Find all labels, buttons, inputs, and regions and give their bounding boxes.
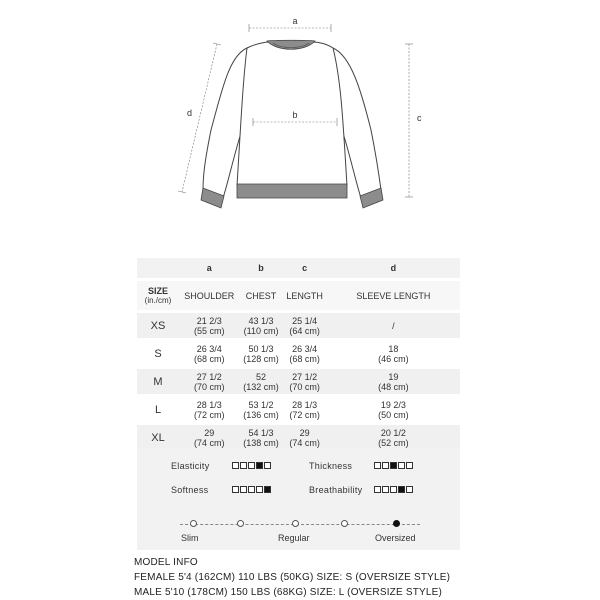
- measurement-cm: (64 cm): [289, 325, 320, 336]
- label-b: b: [292, 110, 298, 120]
- fit-dot: [292, 520, 299, 527]
- rating-box: [382, 462, 389, 469]
- measurement-cm: (50 cm): [378, 409, 409, 420]
- breathability-rating: [374, 486, 413, 493]
- measurement-cell: [240, 425, 283, 450]
- measurement-cell: [179, 341, 240, 366]
- measurement-cell: [283, 341, 327, 366]
- rating-box: [264, 462, 271, 469]
- measurement-inches: 18: [388, 343, 399, 354]
- rating-box: [256, 462, 263, 469]
- size-cell: L: [137, 397, 179, 422]
- table-header-row: [137, 281, 460, 310]
- measurement-cell: [283, 425, 327, 450]
- measurement-inches: /: [392, 320, 395, 331]
- model-info-male: MALE 5'10 (178CM) 150 LBS (68KG) SIZE: L (OVERSIZE STYLE): [134, 587, 443, 598]
- measurement-cm: (68 cm): [194, 353, 225, 364]
- column-letter: c: [283, 258, 327, 278]
- size-cell: M: [137, 369, 179, 394]
- size-cell: XS: [137, 313, 179, 338]
- measurement-cell: [179, 397, 240, 422]
- fit-dot: [341, 520, 348, 527]
- rating-box: [240, 462, 247, 469]
- table-row: [137, 341, 460, 366]
- measurement-cell: [283, 313, 327, 338]
- measurement-inches: 19 2/3: [380, 399, 406, 410]
- breathability-label: Breathability: [309, 485, 363, 495]
- elasticity-rating: [232, 462, 271, 469]
- size-label: SIZE: [147, 285, 168, 296]
- measurement-inches: 29: [204, 427, 215, 438]
- rating-box: [390, 462, 397, 469]
- measurement-inches: 50 1/3: [248, 343, 274, 354]
- dimension-c: [405, 44, 422, 197]
- fit-label-slim: Slim: [181, 533, 199, 543]
- label-c: c: [417, 113, 422, 123]
- measurement-inches: 26 3/4: [196, 343, 222, 354]
- measurement-cell: [240, 341, 283, 366]
- measurement-cm: (70 cm): [194, 381, 225, 392]
- table-letter-row: [137, 258, 460, 278]
- size-cell: XL: [137, 425, 179, 450]
- label-d: d: [187, 108, 193, 118]
- table-row: [137, 397, 460, 422]
- measurement-inches: 26 3/4: [292, 343, 318, 354]
- rating-box: [398, 486, 405, 493]
- rating-box: [248, 462, 255, 469]
- measurement-cm: (74 cm): [194, 437, 225, 448]
- measurement-cell: [179, 369, 240, 394]
- rating-box: [232, 486, 239, 493]
- measurement-cm: (55 cm): [194, 325, 225, 336]
- measurement-inches: 29: [299, 427, 310, 438]
- column-letter: b: [240, 258, 283, 278]
- measurement-cm: (138 cm): [243, 437, 279, 448]
- measurement-inches: 27 1/2: [292, 371, 318, 382]
- rating-box: [406, 486, 413, 493]
- table-row: [137, 369, 460, 394]
- rating-box: [374, 462, 381, 469]
- measurement-cell: [240, 313, 283, 338]
- measurement-cell: [327, 341, 460, 366]
- measurement-cell: [327, 313, 460, 338]
- measurement-inches: 25 1/4: [292, 315, 318, 326]
- model-info-female: FEMALE 5'4 (162CM) 110 LBS (50KG) SIZE: S (OVERSIZE STYLE): [134, 572, 451, 583]
- rating-box: [240, 486, 247, 493]
- label-a: a: [292, 16, 298, 26]
- size-chart-table: [137, 255, 460, 453]
- fit-dot: [237, 520, 244, 527]
- model-info-title: MODEL INFO: [134, 557, 198, 568]
- fit-dot: [190, 520, 197, 527]
- elasticity-label: Elasticity: [171, 461, 210, 471]
- fit-scale-line: [180, 524, 420, 525]
- column-letter: a: [179, 258, 240, 278]
- measurement-inches: 28 1/3: [196, 399, 222, 410]
- measurement-cell: [283, 397, 327, 422]
- rating-box: [398, 462, 405, 469]
- rating-box: [382, 486, 389, 493]
- measurement-inches: 27 1/2: [196, 371, 222, 382]
- measurement-cm: (52 cm): [378, 437, 409, 448]
- column-header: SHOULDER: [179, 281, 240, 310]
- measurement-cm: (72 cm): [194, 409, 225, 420]
- measurement-cm: (136 cm): [243, 409, 279, 420]
- measurement-cm: (48 cm): [378, 381, 409, 392]
- measurement-cm: (68 cm): [289, 353, 320, 364]
- measurement-inches: 53 1/2: [248, 399, 274, 410]
- fit-label-oversized: Oversized: [375, 533, 416, 543]
- measurement-cell: [179, 313, 240, 338]
- measurement-cm: (132 cm): [243, 381, 279, 392]
- rating-box: [256, 486, 263, 493]
- fit-label-regular: Regular: [278, 533, 310, 543]
- softness-rating: [232, 486, 271, 493]
- measurement-cm: (128 cm): [243, 353, 279, 364]
- measurement-cm: (46 cm): [378, 353, 409, 364]
- column-header: SLEEVE LENGTH: [327, 281, 460, 310]
- measurement-cell: [327, 397, 460, 422]
- fit-dot: [393, 520, 400, 527]
- measurement-cm: (110 cm): [243, 325, 279, 336]
- size-cell: S: [137, 341, 179, 366]
- size-unit: (in./cm): [144, 295, 172, 305]
- measurement-inches: 21 2/3: [196, 315, 222, 326]
- size-header: [137, 281, 179, 310]
- measurement-cell: [283, 369, 327, 394]
- measurement-inches: 19: [388, 371, 399, 382]
- rating-box: [406, 462, 413, 469]
- rating-box: [374, 486, 381, 493]
- dimension-a: [249, 16, 331, 32]
- rating-box: [264, 486, 271, 493]
- measurement-cm: (74 cm): [289, 437, 320, 448]
- rating-box: [232, 462, 239, 469]
- rating-box: [248, 486, 255, 493]
- column-header: LENGTH: [283, 281, 327, 310]
- measurement-inches: 43 1/3: [248, 315, 274, 326]
- rating-box: [390, 486, 397, 493]
- column-letter: d: [327, 258, 460, 278]
- sweater-diagram: [137, 0, 460, 255]
- measurement-inches: 28 1/3: [292, 399, 318, 410]
- measurement-cell: [240, 397, 283, 422]
- size-rows: [137, 313, 460, 450]
- measurement-inches: 20 1/2: [380, 427, 406, 438]
- thickness-label: Thickness: [309, 461, 353, 471]
- softness-label: Softness: [171, 485, 209, 495]
- thickness-rating: [374, 462, 413, 469]
- measurement-cell: [327, 425, 460, 450]
- measurement-cell: [327, 369, 460, 394]
- table-row: [137, 313, 460, 338]
- measurement-cell: [240, 369, 283, 394]
- table-row: [137, 425, 460, 450]
- column-header: CHEST: [240, 281, 283, 310]
- measurement-inches: 52: [256, 371, 267, 382]
- measurement-cm: (72 cm): [289, 409, 320, 420]
- measurement-cell: [179, 425, 240, 450]
- measurement-inches: 54 1/3: [248, 427, 274, 438]
- sweater-illustration: [201, 40, 383, 208]
- measurement-cm: (70 cm): [289, 381, 320, 392]
